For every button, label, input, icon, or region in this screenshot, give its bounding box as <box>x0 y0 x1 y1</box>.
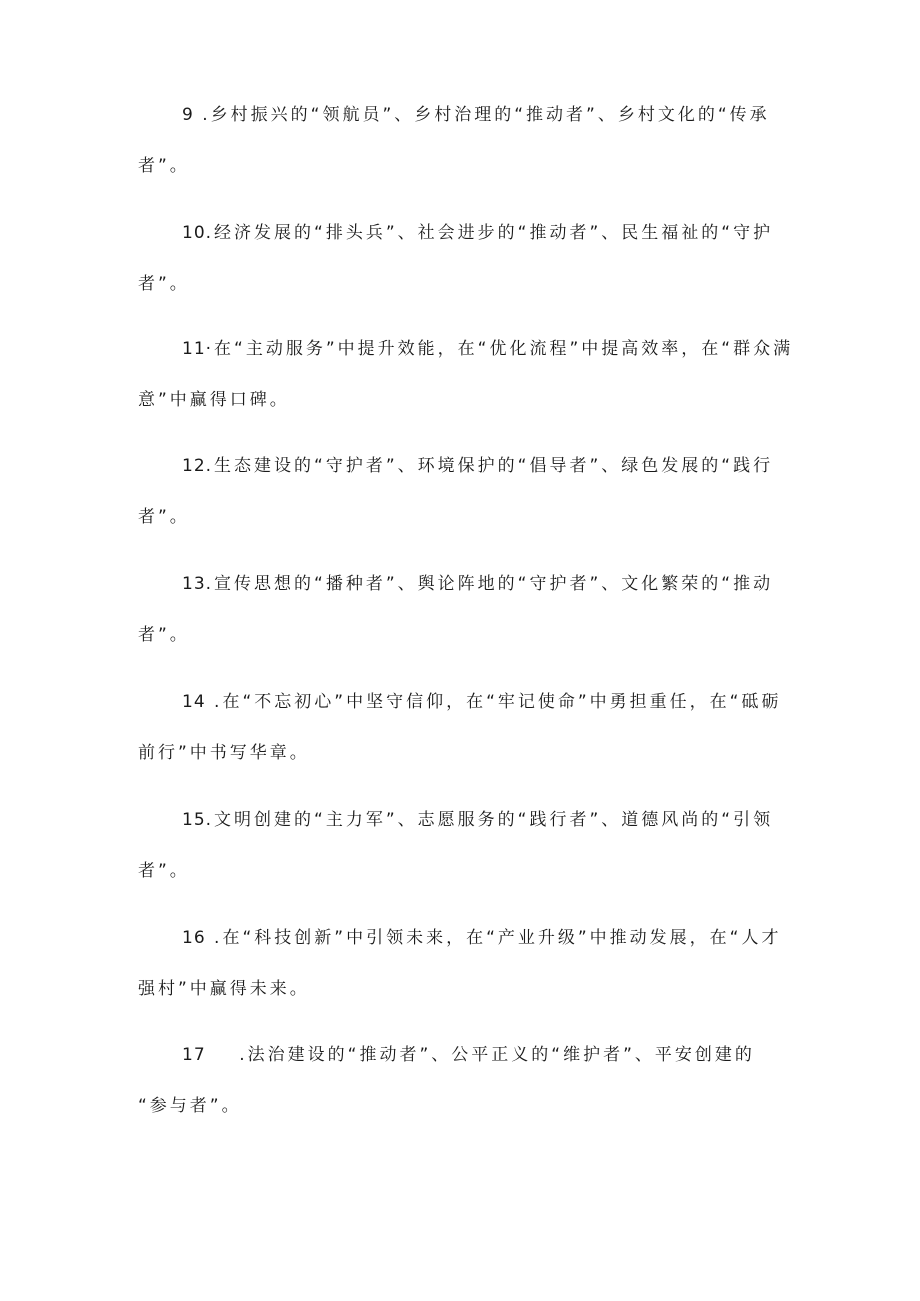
item-separator: . <box>205 456 215 476</box>
item-number: 17 <box>182 1045 206 1065</box>
item-number: 13 <box>182 574 206 594</box>
list-item-11 <box>138 337 794 412</box>
list-item-12 <box>138 454 788 529</box>
list-item-15 <box>138 808 788 883</box>
item-text-line2: 者”。 <box>138 861 190 881</box>
item-text-line1: 宣传思想的“播种者”、舆论阵地的“守护者”、文化繁荣的“推动 <box>214 574 774 594</box>
item-separator: . <box>205 928 223 948</box>
item-text-line1: 在“不忘初心”中坚守信仰，在“牢记使命”中勇担重任，在“砥砺 <box>222 692 782 712</box>
list-item-10 <box>138 221 788 296</box>
item-text-line2: 者”。 <box>138 625 190 645</box>
list-item-16 <box>138 926 788 1001</box>
list-item-14 <box>138 690 788 765</box>
item-text-line2: 意”中赢得口碑。 <box>138 390 290 410</box>
item-separator: . <box>205 574 215 594</box>
item-number: 9 <box>182 105 194 125</box>
list-item-9 <box>138 103 788 178</box>
item-text-line1: 生态建设的“守护者”、环境保护的“倡导者”、绿色发展的“践行 <box>214 456 774 476</box>
item-text-line2: 者”。 <box>138 507 190 527</box>
item-number: 11 <box>182 339 206 359</box>
item-separator: · <box>205 339 215 359</box>
item-text-line1: 法治建设的“推动者”、公平正义的“维护者”、平安创建的 <box>247 1045 755 1065</box>
item-separator: . <box>205 810 215 830</box>
item-number: 15 <box>182 810 206 830</box>
item-text-line2: 强村”中赢得未来。 <box>138 979 310 999</box>
item-text-line1: 乡村振兴的“领航员”、乡村治理的“推动者”、乡村文化的“传承 <box>210 105 770 125</box>
item-text-line1: 在“科技创新”中引领未来，在“产业升级”中推动发展，在“人才 <box>222 928 782 948</box>
item-text-line1: 经济发展的“排头兵”、社会进步的“推动者”、民生福祉的“守护 <box>214 223 774 243</box>
item-number: 16 <box>182 928 206 948</box>
item-text-line2: 者”。 <box>138 274 190 294</box>
list-item-17 <box>138 1043 788 1118</box>
item-separator: . <box>205 1045 248 1065</box>
item-number: 10 <box>182 223 206 243</box>
item-separator: . <box>193 105 211 125</box>
item-separator: . <box>205 223 215 243</box>
list-item-13 <box>138 572 788 647</box>
item-text-line2: 者”。 <box>138 156 190 176</box>
item-text-line2: 前行”中书写华章。 <box>138 743 310 763</box>
item-text-line1: 在“主动服务”中提升效能，在“优化流程”中提高效率，在“群众满 <box>214 339 794 359</box>
item-number: 12 <box>182 456 206 476</box>
item-separator: . <box>205 692 223 712</box>
item-text-line2: “参与者”。 <box>138 1096 242 1116</box>
item-text-line1: 文明创建的“主力军”、志愿服务的“践行者”、道德风尚的“引领 <box>214 810 774 830</box>
item-number: 14 <box>182 692 206 712</box>
